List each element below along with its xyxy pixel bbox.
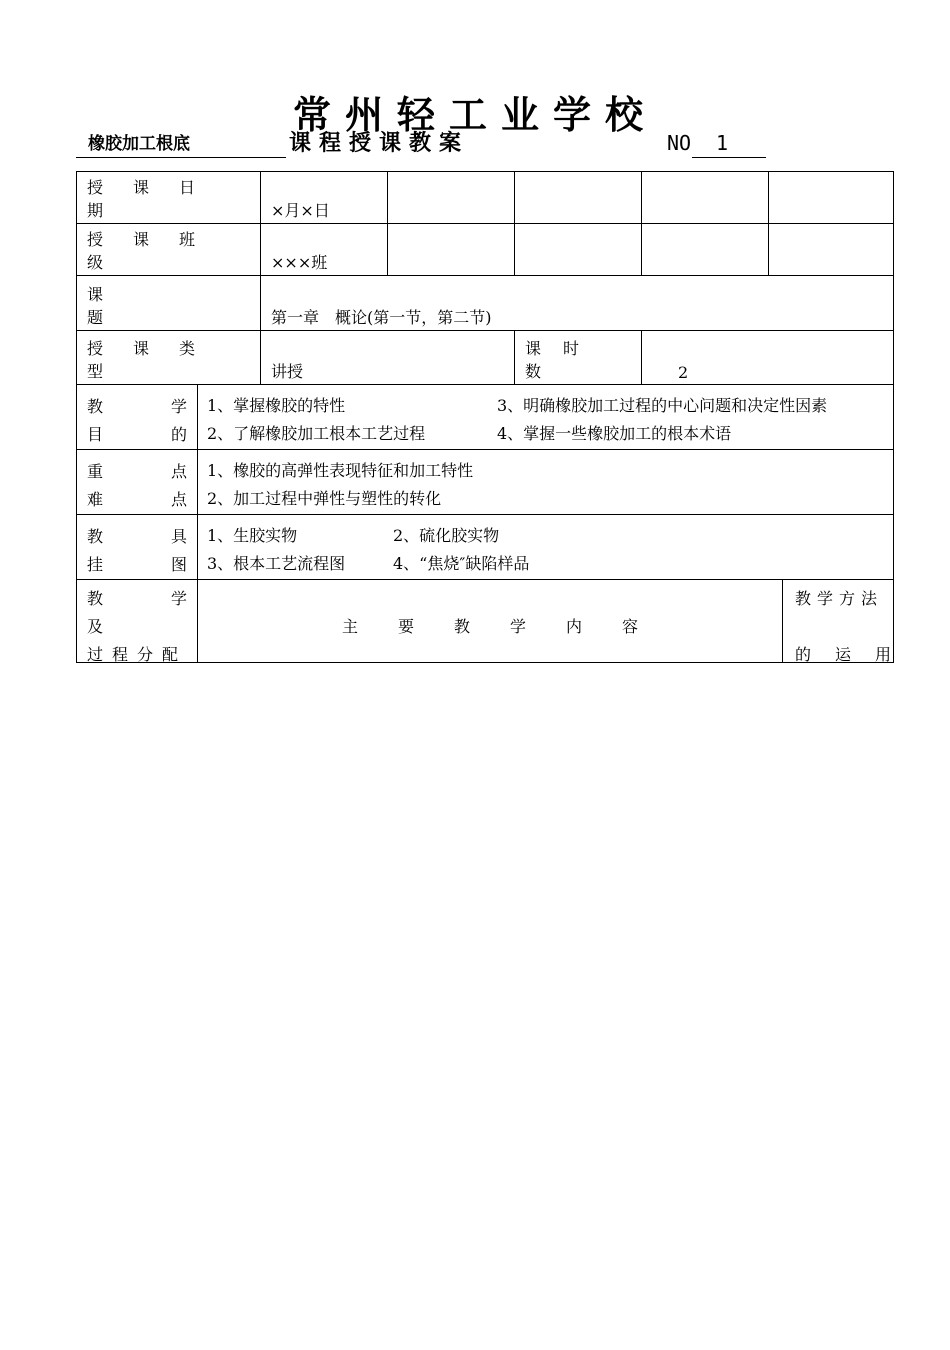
document-type: 课程授课教案 (289, 130, 470, 156)
process-label-1: 教 (87, 589, 104, 608)
tool-item-4: 4、“焦烧″缺陷样品 (393, 554, 530, 573)
tools-content-cell (197, 514, 894, 580)
method-label-bottom: 的运用 (795, 645, 916, 664)
class-extra-cell-3 (641, 223, 769, 276)
objectives-label-cell (76, 384, 198, 450)
tool-item-3: 3、根本工艺流程图 (207, 554, 346, 573)
objectives-label-3: 目 (87, 425, 104, 444)
type-label-cell (76, 330, 261, 385)
tools-label-1: 教 (87, 527, 104, 546)
keypoints-label-4: 点 (170, 490, 187, 509)
objectives-label-2: 学 (170, 397, 187, 416)
main-content-header: 主要教学内容 (342, 617, 679, 636)
class-extra-cell-2 (514, 223, 642, 276)
date-value: ×月×日 (271, 201, 330, 220)
keypoints-label-3: 难 (87, 490, 104, 509)
topic-label-cell (76, 275, 261, 331)
class-value: ×××班 (271, 253, 328, 272)
objectives-label-4: 的 (170, 425, 187, 444)
tools-label-cell (76, 514, 198, 580)
class-label: 授课班级 (87, 230, 226, 272)
date-label-text: 授课日期 (87, 178, 226, 220)
date-value-cell (260, 171, 388, 224)
topic-value: 第一章 概论(第一节，第二节) (271, 308, 492, 327)
number-label: NO (667, 131, 692, 155)
course-name: 橡胶加工根底 (76, 128, 286, 158)
type-value-cell (260, 330, 515, 385)
process-label-cell (76, 579, 198, 663)
objective-item-3: 3、明确橡胶加工过程的中心问题和决定性因素 (497, 396, 828, 415)
objective-item-1: 1、掌握橡胶的特性 (207, 396, 346, 415)
objectives-label-1: 教 (87, 397, 104, 416)
type-label: 授课类型 (87, 339, 226, 381)
date-label-cell (76, 171, 261, 224)
hours-label-cell (514, 330, 642, 385)
method-cell (782, 579, 916, 664)
keypoint-item-1: 1、橡胶的高弹性表现特征和加工特性 (207, 461, 474, 480)
class-label-cell (76, 223, 261, 276)
hours-value-cell (641, 330, 894, 385)
process-label-2: 学 (170, 589, 187, 608)
process-label-bottom: 过程分配 (87, 645, 188, 664)
process-label-mid: 及 (87, 617, 104, 636)
tool-item-1: 1、生胶实物 (207, 526, 298, 545)
topic-value-cell (260, 275, 894, 331)
date-extra-cell-1 (387, 171, 515, 224)
type-value: 讲授 (271, 362, 304, 381)
date-extra-cell-4 (768, 171, 894, 224)
class-value-cell (260, 223, 388, 276)
date-extra-cell-3 (641, 171, 769, 224)
date-extra-cell-2 (514, 171, 642, 224)
date-label (87, 175, 250, 221)
hours-value: 2 (678, 363, 689, 382)
objectives-content-cell (197, 384, 894, 450)
keypoints-label-2: 点 (170, 462, 187, 481)
tools-label-3: 挂 (87, 555, 104, 574)
number-value: 1 (692, 128, 766, 158)
keypoints-label-cell (76, 449, 198, 515)
method-label-top: 教学方法 (795, 589, 884, 608)
objective-item-4: 4、掌握一些橡胶加工的根本术语 (497, 424, 732, 443)
tools-label-4: 图 (170, 555, 187, 574)
tool-item-2: 2、硫化胶实物 (393, 526, 500, 545)
tools-label-2: 具 (170, 527, 187, 546)
keypoint-item-2: 2、加工过程中弹性与塑性的转化 (207, 489, 442, 508)
process-content-cell (197, 579, 783, 663)
hours-label: 课时数 (525, 339, 602, 381)
keypoints-content-cell (197, 449, 894, 515)
keypoints-label-1: 重 (87, 462, 104, 481)
class-extra-cell-1 (387, 223, 515, 276)
objective-item-2: 2、了解橡胶加工根本工艺过程 (207, 424, 426, 443)
class-extra-cell-4 (768, 223, 894, 276)
lesson-plan-table (76, 171, 916, 664)
topic-label: 课题 (87, 285, 226, 327)
school-title: 常州轻工业学校 (292, 92, 657, 137)
